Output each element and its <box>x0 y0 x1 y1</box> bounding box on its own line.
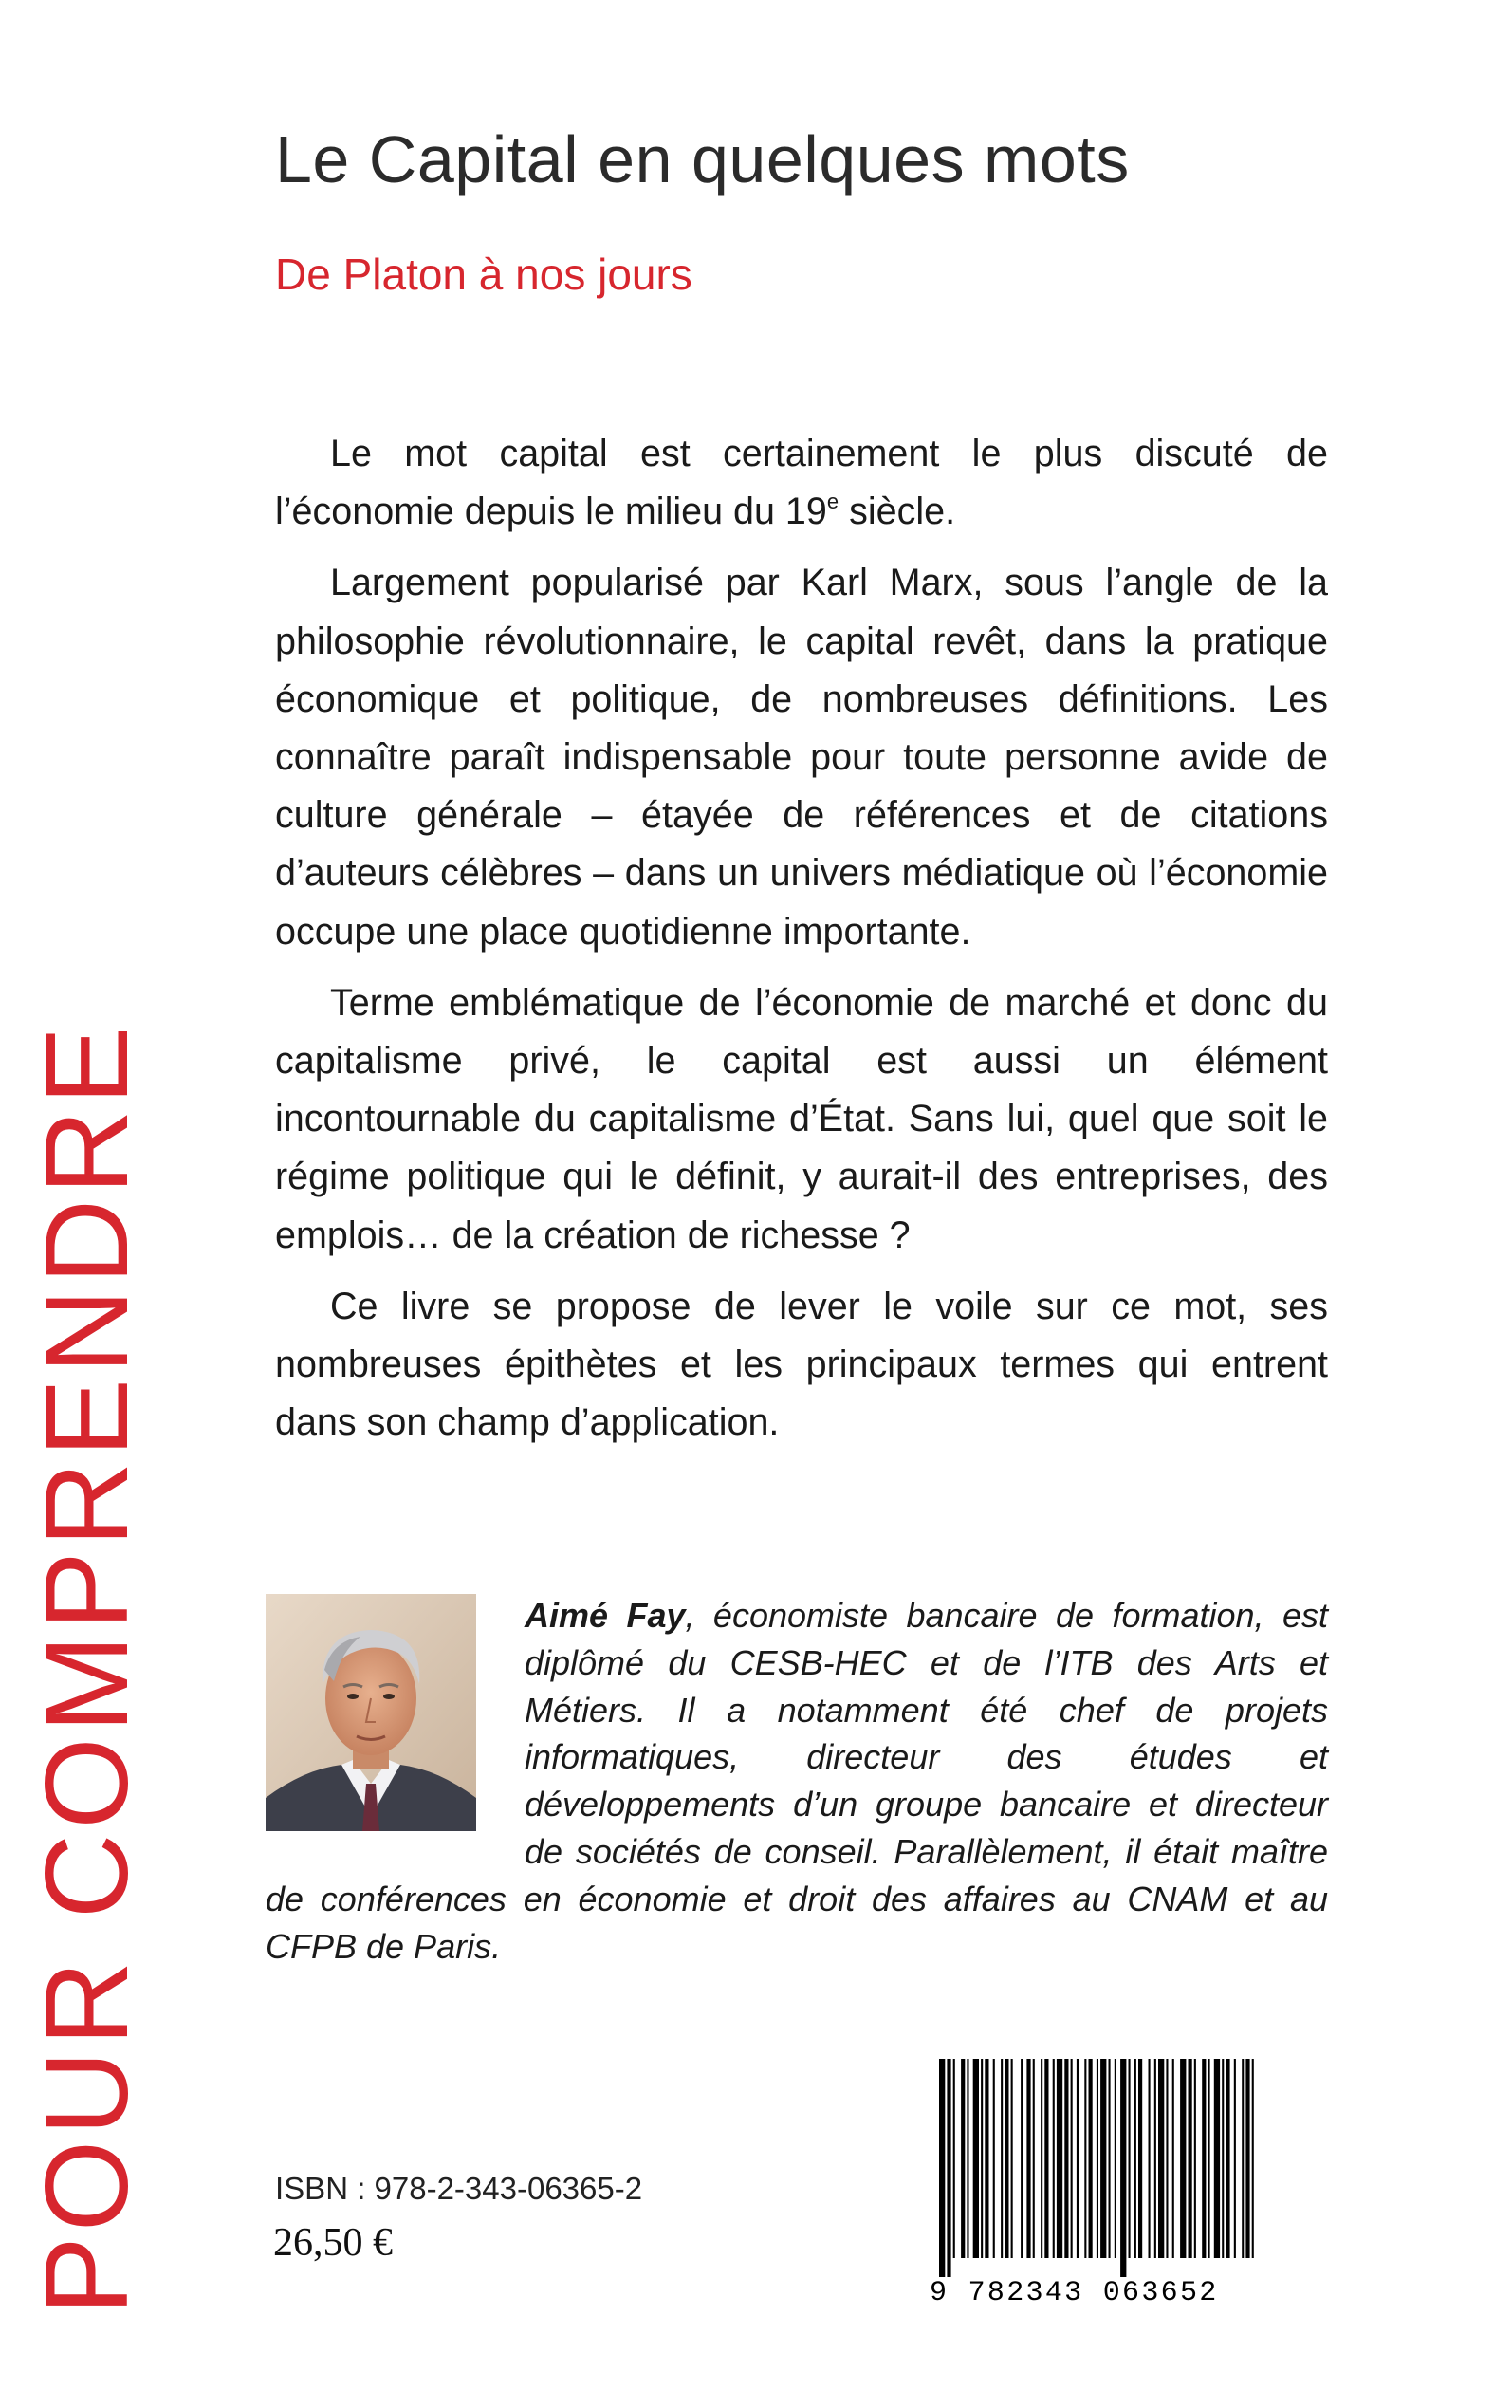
barcode-bar <box>1033 2059 1035 2258</box>
author-bio <box>266 1592 1328 1970</box>
barcode-bar <box>985 2059 988 2258</box>
barcode-bar <box>1180 2059 1186 2258</box>
barcode-bar <box>1057 2059 1062 2258</box>
book-subtitle: De Platon à nos jours <box>275 250 692 299</box>
barcode-bar <box>1005 2059 1008 2258</box>
barcode-bar <box>1252 2059 1254 2258</box>
isbn: ISBN : 978-2-343-06365-2 <box>275 2171 643 2206</box>
blurb-paragraph-4: Ce livre se propose de lever le voile sur ce mot, ses nombreuses épithètes et les principaux termes qui entrent dans son champ d’application. <box>275 1285 1328 1444</box>
barcode-bar <box>1089 2059 1093 2258</box>
series-name: POUR COMPRENDRE <box>22 1021 153 2315</box>
barcode-bar <box>1115 2059 1116 2258</box>
barcode-bar <box>1011 2059 1013 2258</box>
barcode-bar <box>1189 2059 1192 2258</box>
barcode-bar <box>961 2059 965 2258</box>
price: 26,50 € <box>273 2221 393 2265</box>
barcode-bar <box>953 2059 955 2258</box>
barcode-bar <box>1084 2059 1086 2258</box>
barcode-bar <box>1194 2059 1196 2258</box>
barcode-bar <box>1026 2059 1030 2258</box>
barcode-digits: 9 782343 063652 <box>930 2277 1219 2309</box>
barcode-bar <box>981 2059 983 2258</box>
barcode-bar <box>1100 2059 1106 2258</box>
barcode-bar <box>1214 2059 1220 2258</box>
barcode-bar <box>1077 2059 1079 2258</box>
barcode-bars <box>930 2059 1271 2277</box>
blurb <box>275 425 1328 1452</box>
author-bio-text: , économiste bancaire de formation, est diplômé du CESB-HEC et de l’ITB des Arts et Métiers. Il a notamment été chef de projets informatiques, directeur des études et développements d’un groupe bancaire et directeur de sociétés de conseil. Parallèlement, il était maître de conférences en économie et droit des affaires au CNAM et au CFPB de Paris. <box>266 1596 1328 1966</box>
blurb-paragraph-2: Largement popularisé par Karl Marx, sous l’angle de la philosophie révolutionnaire, le capital revêt, dans la pratique économique et politique, de nombreuses définitions. Les connaître paraît indispensable pour toute personne avide de culture générale – étayée de références et de citations d’auteurs célèbres – dans un univers médiatique où l’économie occupe une place quotidienne importante. <box>275 562 1328 953</box>
barcode-bar <box>1245 2059 1249 2258</box>
blurb-p1-start: Le mot capital est certainement le plus discuté de l’économie depuis le milieu du 19 <box>275 433 1328 533</box>
barcode-bar <box>939 2059 945 2277</box>
barcode-bar <box>1138 2059 1142 2258</box>
superscript-e: e <box>826 490 839 514</box>
barcode-bar <box>1202 2059 1206 2258</box>
blurb-paragraph-1 <box>275 425 1328 541</box>
barcode-bar <box>1097 2059 1098 2258</box>
barcode-bar <box>1222 2059 1224 2258</box>
barcode-bar <box>1208 2059 1210 2258</box>
barcode-bar <box>1234 2059 1236 2258</box>
barcode-bar <box>1064 2059 1068 2258</box>
barcode-bar <box>1172 2059 1174 2258</box>
barcode-bar <box>947 2059 950 2277</box>
barcode-bar <box>1158 2059 1164 2258</box>
book-title: Le Capital en quelques mots <box>275 122 1130 196</box>
barcode-bar <box>1044 2059 1048 2258</box>
barcode-bar <box>1226 2059 1229 2258</box>
barcode-bar <box>1041 2059 1042 2258</box>
barcode-bar <box>1120 2059 1126 2277</box>
barcode-bar <box>967 2059 968 2258</box>
barcode-bar <box>1021 2059 1023 2258</box>
barcode-bar <box>1134 2059 1136 2258</box>
barcode-bar <box>1166 2059 1168 2258</box>
barcode-bar <box>1001 2059 1003 2258</box>
barcode-bar <box>1129 2059 1131 2258</box>
blurb-p1-end: siècle. <box>839 491 956 533</box>
barcode-bar <box>1071 2059 1073 2258</box>
barcode-bar <box>993 2059 995 2258</box>
blurb-paragraph-3: Terme emblématique de l’économie de marché et donc du capitalisme privé, le capital est aussi un élément incontournable du capitalisme d’État. Sans lui, quel que soit le régime politique qui le définit, y aurait-il des entreprises, des emplois… de la création de richesse ? <box>275 981 1328 1256</box>
barcode-bar <box>1154 2059 1156 2258</box>
author-name: Aimé Fay <box>525 1596 686 1635</box>
barcode-bar <box>1053 2059 1055 2258</box>
barcode-bar <box>1109 2059 1111 2258</box>
barcode-bar <box>1242 2059 1244 2258</box>
barcode-bar <box>973 2059 979 2258</box>
barcode-bar <box>1149 2059 1151 2258</box>
